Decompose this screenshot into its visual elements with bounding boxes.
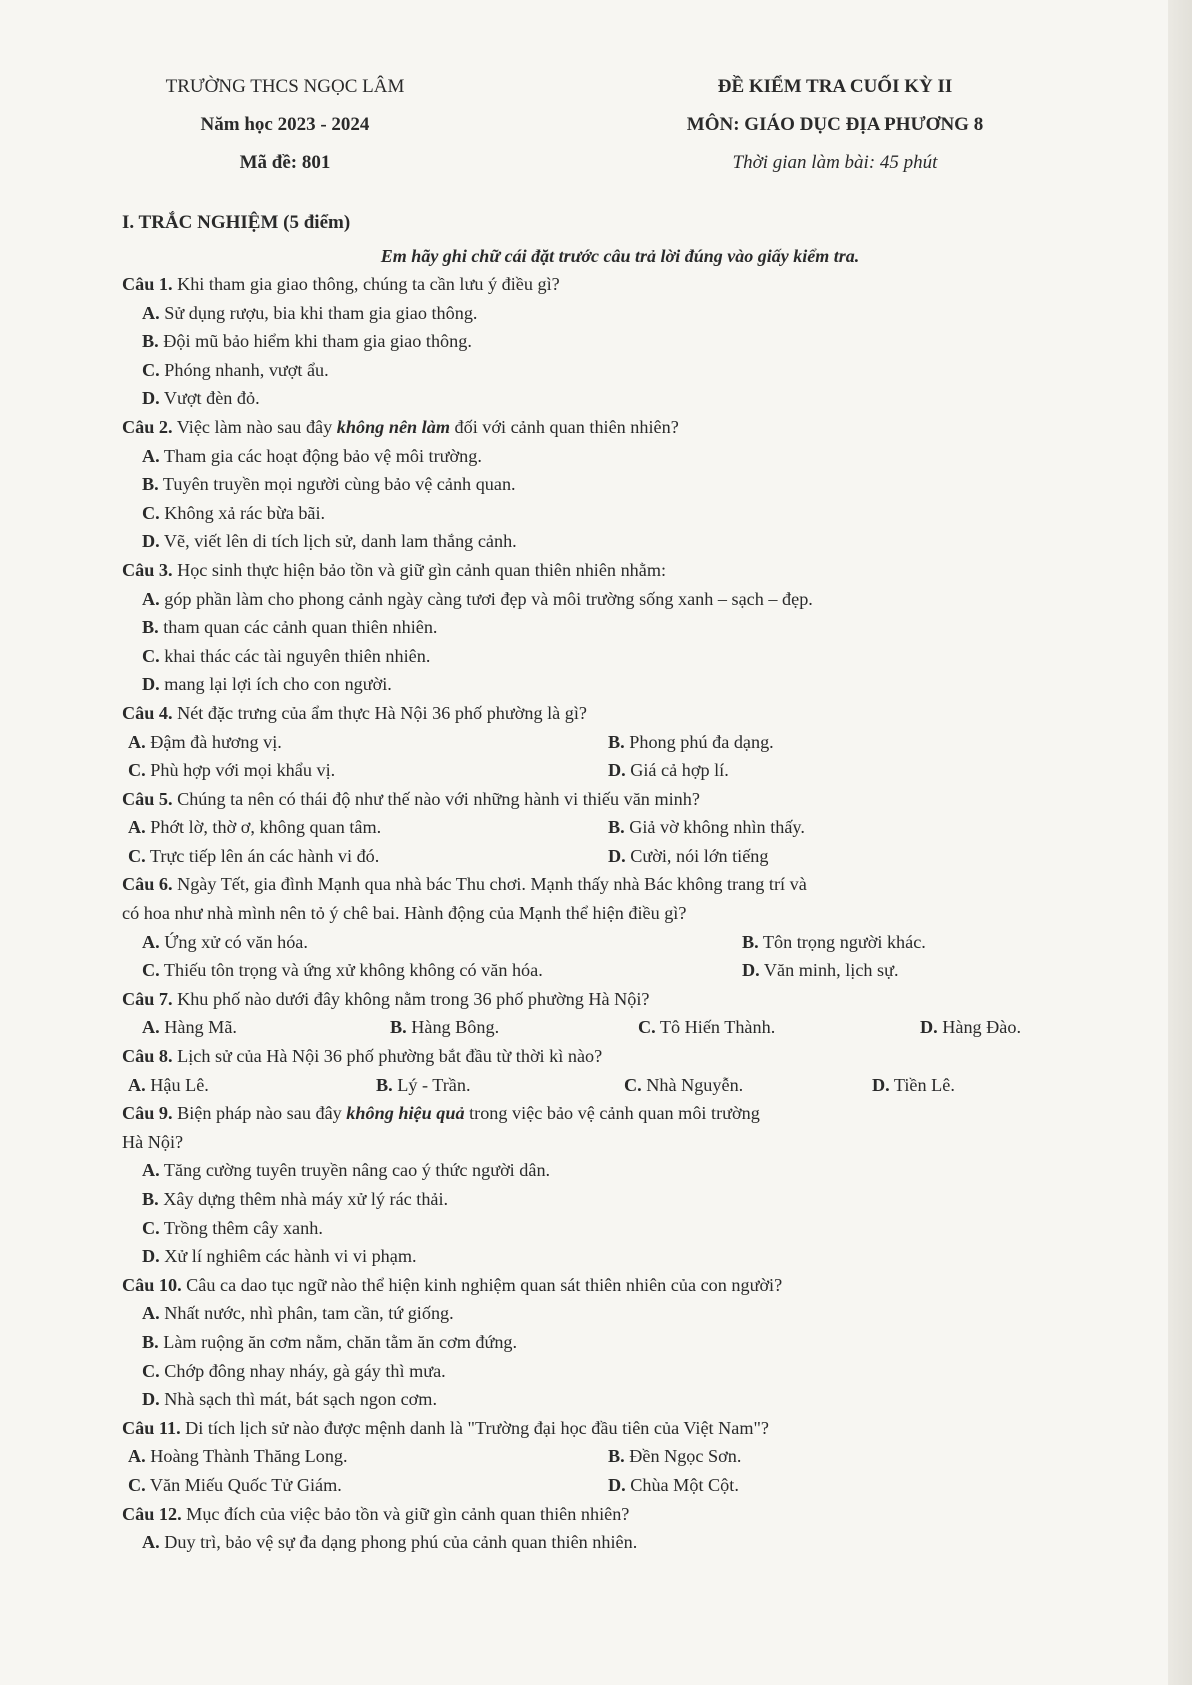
question-4	[122, 699, 1072, 728]
option-label: A.	[128, 1074, 146, 1095]
question-number: Câu 11.	[122, 1417, 181, 1438]
option-label: A.	[142, 1017, 160, 1038]
option-text: góp phần làm cho phong cảnh ngày càng tươi đẹp và môi trường sống xanh – sạch – đẹp.	[164, 588, 813, 609]
option-label: A.	[142, 588, 160, 609]
option-text: Thiếu tôn trọng và ứng xử không không có văn hóa.	[163, 960, 543, 981]
option-a	[122, 1156, 1072, 1185]
option-text: Văn Miếu Quốc Tử Giám.	[149, 1474, 342, 1495]
option-a	[122, 442, 1072, 471]
question-6-continued: có hoa như nhà mình nên tỏ ý chê bai. Hành động của Mạnh thể hiện điều gì?	[122, 903, 687, 924]
question-text: đối với cảnh quan thiên nhiên?	[449, 416, 679, 437]
option-b	[376, 1071, 624, 1100]
option-text: Phù hợp với mọi khẩu vị.	[150, 760, 336, 781]
option-text: khai thác các tài nguyên thiên nhiên.	[164, 645, 431, 666]
option-a	[128, 1442, 608, 1471]
option-label: A.	[142, 302, 160, 323]
option-label: D.	[608, 760, 626, 781]
option-text: Tôn trọng người khác.	[762, 931, 926, 952]
question-11	[122, 1414, 1072, 1443]
option-label: A.	[128, 731, 146, 752]
options-row	[122, 1471, 1072, 1500]
option-a	[122, 585, 1072, 614]
option-text: Tuyên truyền mọi người cùng bảo vệ cảnh quan.	[162, 474, 516, 495]
question-text: Câu ca dao tục ngữ nào thể hiện kinh nghiệm quan sát thiên nhiên của con người?	[181, 1274, 783, 1295]
page-edge-shadow	[1168, 0, 1192, 1685]
option-label: C.	[128, 1474, 146, 1495]
question-5	[122, 785, 1072, 814]
option-text: Xử lí nghiêm các hành vi vi phạm.	[164, 1246, 417, 1267]
option-text: Đền Ngọc Sơn.	[629, 1446, 742, 1467]
option-label: C.	[142, 1360, 160, 1381]
exam-subject: MÔN: GIÁO DỤC ĐỊA PHƯƠNG 8	[686, 114, 984, 135]
option-d	[122, 527, 1072, 556]
option-d	[122, 384, 1072, 413]
option-text: Nhà sạch thì mát, bát sạch ngon cơm.	[164, 1389, 437, 1410]
option-c	[128, 756, 608, 785]
options-row	[122, 813, 1072, 842]
exam-title: ĐỀ KIỂM TRA CUỐI KỲ II	[717, 76, 953, 97]
option-text: Tăng cường tuyên truyền nâng cao ý thức người dân.	[163, 1160, 551, 1181]
option-d	[122, 1385, 1072, 1414]
options-row	[122, 1442, 1072, 1471]
option-label: D.	[142, 1246, 160, 1267]
option-b	[608, 1442, 741, 1471]
question-9	[122, 1099, 1072, 1128]
question-number: Câu 5.	[122, 788, 173, 809]
option-c	[122, 1357, 1072, 1386]
option-b	[608, 813, 805, 842]
question-2	[122, 413, 1072, 442]
option-text: Hậu Lê.	[150, 1074, 209, 1095]
option-label: C.	[142, 1217, 160, 1238]
question-number: Câu 10.	[122, 1274, 182, 1295]
question-text: Khu phố nào dưới đây không nằm trong 36 phố phường Hà Nội?	[172, 988, 650, 1009]
options-row	[122, 956, 1072, 985]
question-number: Câu 9.	[122, 1103, 173, 1124]
option-text: Giá cả hợp lí.	[630, 760, 729, 781]
option-b	[608, 728, 774, 757]
option-text: Đội mũ bảo hiểm khi tham gia giao thông.	[163, 331, 472, 352]
option-c	[128, 1471, 608, 1500]
question-number: Câu 4.	[122, 702, 173, 723]
option-label: B.	[608, 731, 625, 752]
option-d	[608, 756, 729, 785]
option-text: Đậm đà hương vị.	[150, 731, 282, 752]
option-label: C.	[142, 502, 160, 523]
question-number: Câu 6.	[122, 874, 173, 895]
option-c	[122, 1214, 1072, 1243]
option-label: D.	[608, 1474, 626, 1495]
question-1	[122, 270, 1072, 299]
question-10	[122, 1271, 1072, 1300]
exam-header	[0, 68, 1192, 188]
option-label: C.	[638, 1017, 656, 1038]
question-text: Khi tham gia giao thông, chúng ta cần lưu ý điều gì?	[172, 274, 560, 294]
question-9-continued: Hà Nội?	[122, 1131, 184, 1152]
header-right	[615, 68, 1055, 182]
option-label: D.	[872, 1074, 890, 1095]
option-label: A.	[128, 1446, 146, 1467]
option-label: A.	[142, 1303, 160, 1324]
option-d	[742, 956, 899, 985]
header-left	[110, 68, 460, 182]
option-label: D.	[142, 531, 160, 552]
option-label: A.	[128, 817, 146, 838]
question-list	[122, 270, 1072, 1557]
option-label: C.	[128, 760, 146, 781]
option-c	[638, 1013, 920, 1042]
option-b	[122, 470, 1072, 499]
option-d	[608, 1471, 739, 1500]
option-label: A.	[142, 445, 160, 466]
option-text: Phóng nhanh, vượt ẩu.	[164, 359, 329, 380]
option-label: D.	[742, 960, 760, 981]
question-3	[122, 556, 1072, 585]
question-12	[122, 1500, 1072, 1529]
option-a	[128, 728, 608, 757]
option-text: Duy trì, bảo vệ sự đa dạng phong phú của cảnh quan thiên nhiên.	[164, 1532, 638, 1553]
option-c	[142, 956, 742, 985]
option-text: Giả vờ không nhìn thấy.	[629, 817, 805, 838]
option-label: C.	[142, 960, 160, 981]
option-text: Cười, nói lớn tiếng	[630, 845, 769, 866]
question-number: Câu 12.	[122, 1503, 182, 1524]
option-text: Xây dựng thêm nhà máy xử lý rác thải.	[163, 1189, 449, 1209]
option-label: B.	[142, 474, 159, 495]
option-text: Tham gia các hoạt động bảo vệ môi trường.	[163, 445, 482, 466]
option-label: C.	[128, 845, 146, 866]
option-b	[742, 928, 926, 957]
option-text: Phong phú đa dạng.	[629, 731, 774, 752]
option-text: Nhất nước, nhì phân, tam cần, tứ giống.	[164, 1303, 454, 1324]
option-text: Phớt lờ, thờ ơ, không quan tâm.	[150, 817, 382, 838]
option-text: Không xả rác bừa bãi.	[164, 502, 326, 523]
option-label: C.	[142, 645, 160, 666]
option-a	[142, 928, 742, 957]
question-text: Nét đặc trưng của ẩm thực Hà Nội 36 phố phường là gì?	[172, 702, 587, 723]
option-text: tham quan các cảnh quan thiên nhiên.	[163, 617, 438, 638]
options-row	[122, 756, 1072, 785]
section-instruction: Em hãy ghi chữ cái đặt trước câu trả lời đúng vào giấy kiểm tra.	[380, 246, 860, 266]
option-label: B.	[142, 617, 159, 638]
option-text: Làm ruộng ăn cơm nằm, chăn tằm ăn cơm đứng.	[163, 1331, 518, 1352]
option-d	[920, 1013, 1021, 1042]
option-b	[122, 327, 1072, 356]
options-row	[122, 842, 1072, 871]
option-label: B.	[608, 817, 625, 838]
question-6	[122, 870, 1072, 899]
school-name: TRƯỜNG THCS NGỌC LÂM	[165, 76, 405, 97]
option-label: A.	[142, 1532, 160, 1553]
question-text: Biện pháp nào sau đây	[172, 1103, 347, 1124]
question-text: Lịch sử của Hà Nội 36 phố phường bắt đầu từ thời kì nào?	[172, 1046, 603, 1067]
option-label: B.	[742, 931, 759, 952]
question-text: Mục đích của việc bảo tồn và giữ gìn cảnh quan thiên nhiên?	[181, 1503, 630, 1524]
question-number: Câu 3.	[122, 559, 173, 580]
option-text: Hàng Mã.	[164, 1017, 237, 1038]
option-label: C.	[624, 1074, 642, 1095]
option-label: B.	[376, 1074, 393, 1095]
question-8	[122, 1042, 1072, 1071]
question-number: Câu 2.	[122, 416, 173, 437]
question-text: Việc làm nào sau đây	[172, 416, 337, 437]
option-label: B.	[142, 331, 159, 352]
option-text: Chùa Một Cột.	[630, 1474, 739, 1495]
option-label: D.	[608, 845, 626, 866]
option-label: D.	[142, 1389, 160, 1410]
option-label: A.	[142, 931, 160, 952]
options-row	[122, 1013, 1072, 1042]
option-text: Lý - Trần.	[397, 1074, 471, 1095]
exam-code: Mã đề: 801	[239, 152, 331, 173]
option-label: D.	[920, 1017, 938, 1038]
option-label: C.	[142, 359, 160, 380]
option-text: Hoàng Thành Thăng Long.	[150, 1446, 348, 1467]
option-text: Vẽ, viết lên di tích lịch sử, danh lam thắng cảnh.	[163, 531, 517, 552]
school-year: Năm học 2023 - 2024	[200, 114, 370, 135]
question-number: Câu 8.	[122, 1046, 173, 1067]
question-number: Câu 1.	[122, 274, 173, 294]
option-d	[122, 670, 1072, 699]
option-label: B.	[142, 1331, 159, 1352]
option-text: Sử dụng rượu, bia khi tham gia giao thông.	[164, 302, 478, 323]
emphasis-text: không nên làm	[336, 416, 450, 437]
option-text: Văn minh, lịch sự.	[763, 960, 899, 981]
option-text: Hàng Bông.	[411, 1017, 500, 1038]
option-a	[128, 1071, 376, 1100]
option-label: D.	[142, 388, 160, 409]
option-text: Nhà Nguyễn.	[646, 1074, 744, 1095]
emphasis-text: không hiệu quả	[346, 1103, 465, 1124]
option-c	[122, 642, 1072, 671]
option-b	[122, 1185, 1072, 1214]
option-a	[122, 1299, 1072, 1328]
question-text: Di tích lịch sử nào được mệnh danh là "Trường đại học đầu tiên của Việt Nam"?	[180, 1417, 769, 1438]
option-text: Trồng thêm cây xanh.	[163, 1217, 323, 1238]
option-label: D.	[142, 674, 160, 695]
option-label: B.	[608, 1446, 625, 1467]
option-label: B.	[142, 1189, 159, 1209]
option-c	[624, 1071, 872, 1100]
option-a	[122, 299, 1072, 328]
option-b	[122, 1328, 1072, 1357]
option-c	[128, 842, 608, 871]
option-text: mang lại lợi ích cho con người.	[164, 674, 392, 695]
option-text: Ứng xử có văn hóa.	[164, 931, 308, 952]
option-a	[122, 1528, 1072, 1557]
option-d	[122, 1242, 1072, 1271]
options-row	[122, 728, 1072, 757]
option-c	[122, 499, 1072, 528]
question-text: trong việc bảo vệ cảnh quan môi trường	[464, 1103, 760, 1124]
option-text: Tô Hiến Thành.	[659, 1017, 776, 1038]
option-d	[872, 1071, 955, 1100]
option-a	[128, 813, 608, 842]
option-text: Tiền Lê.	[893, 1074, 955, 1095]
question-text: Ngày Tết, gia đình Mạnh qua nhà bác Thu chơi. Mạnh thấy nhà Bác không trang trí và	[172, 874, 807, 895]
option-label: B.	[390, 1017, 407, 1038]
question-text: Học sinh thực hiện bảo tồn và giữ gìn cảnh quan thiên nhiên nhằm:	[172, 559, 667, 580]
section-title: I. TRẮC NGHIỆM (5 điểm)	[122, 212, 351, 233]
option-text: Chớp đông nhay nháy, gà gáy thì mưa.	[164, 1360, 446, 1381]
question-number: Câu 7.	[122, 988, 173, 1009]
options-row	[122, 1071, 1072, 1100]
question-text: Chúng ta nên có thái độ như thế nào với những hành vi thiếu văn minh?	[172, 788, 700, 809]
option-text: Vượt đèn đỏ.	[163, 388, 260, 409]
option-b	[122, 613, 1072, 642]
exam-time: Thời gian làm bài: 45 phút	[732, 152, 938, 173]
options-row	[122, 928, 1072, 957]
option-label: A.	[142, 1160, 160, 1181]
option-c	[122, 356, 1072, 385]
option-text: Hàng Đào.	[942, 1017, 1022, 1038]
option-text: Trực tiếp lên án các hành vi đó.	[149, 845, 380, 866]
option-a	[142, 1013, 390, 1042]
question-7	[122, 985, 1072, 1014]
option-d	[608, 842, 768, 871]
option-b	[390, 1013, 638, 1042]
